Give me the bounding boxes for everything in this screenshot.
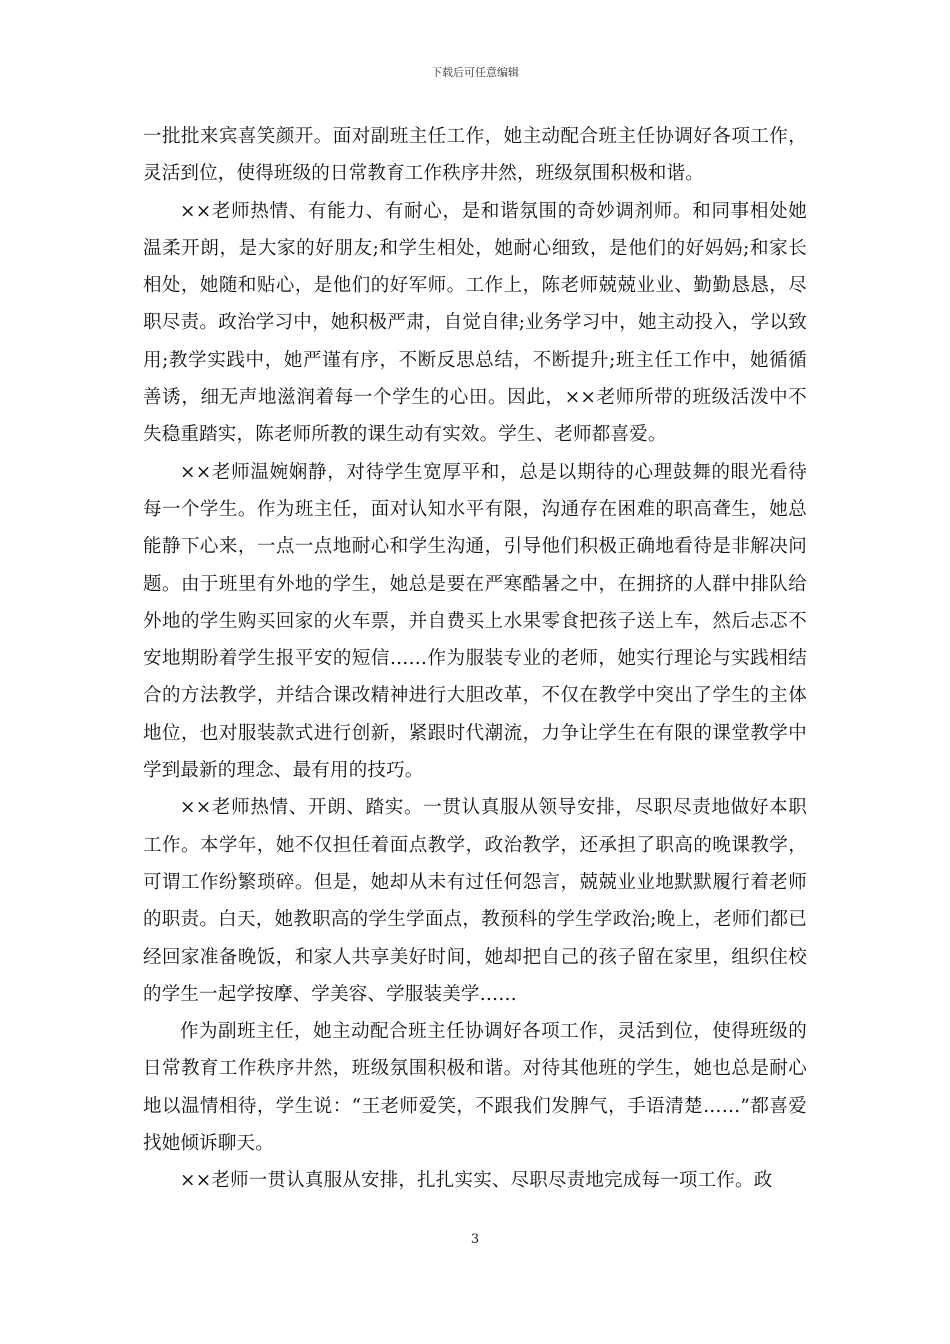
paragraph: 作为副班主任，她主动配合班主任协调好各项工作，灵活到位，使得班级的日常教育工作秩序井然，班级氛围积极和谐。对待其他班的学生，她也总是耐心地以温情相待，学生说：“王老师爱笑，不跟我们发脾气，手语清楚……”都喜爱找她倾诉聊天。 — [143, 1021, 807, 1155]
page-number: 3 — [470, 1232, 480, 1247]
paragraph: ××老师温婉娴静，对待学生宽厚平和，总是以期待的心理鼓舞的眼光看待每一个学生。作为班主任，面对认知水平有限，沟通存在困难的职高聋生，她总能静下心来，一点一点地耐心和学生沟通，引导他们积极正确地看待是非解决问题。由于班里有外地的学生，她总是要在严寒酷暑之中，在拥挤的人群中排队给外地的学生购买回家的火车票，并自费买上水果零食把孩子送上车，然后忐忑不安地期盼着学生报平安的短信……作为服装专业的老师，她实行理论与实践相结合的方法教学，并结合课改精神进行大胆改革，不仅在教学中突出了学生的主体地位，也对服装款式进行创新，紧跟时代潮流，力争让学生在有限的课堂教学中学到最新的理念、最有用的技巧。 — [143, 461, 807, 782]
paragraph: ××老师热情、开朗、踏实。一贯认真服从领导安排，尽职尽责地做好本职工作。本学年，她不仅担任着面点教学，政治教学，还承担了职高的晚课教学，可谓工作纷繁琐碎。但是，她却从未有过任何怨言，兢兢业业地默默履行着老师的职责。白天，她教职高的学生学面点，教预科的学生学政治;晚上，老师们都已经回家准备晚饭，和家人共享美好时间，她却把自己的孩子留在家里，组织住校的学生一起学按摩、学美容、学服装美学…… — [143, 797, 807, 1005]
paragraph: 一批批来宾喜笑颜开。面对副班主任工作，她主动配合班主任协调好各项工作，灵活到位，使得班级的日常教育工作秩序井然，班级氛围积极和谐。 — [143, 126, 807, 185]
page-header: 下载后可任意编辑 — [431, 66, 519, 79]
paragraph: ××老师一贯认真服从安排，扎扎实实、尽职尽责地完成每一项工作。政 — [180, 1170, 773, 1192]
document-body — [143, 118, 807, 1200]
paragraph: ××老师热情、有能力、有耐心，是和谐氛围的奇妙调剂师。和同事相处她温柔开朗，是大家的好朋友;和学生相处，她耐心细致，是他们的好妈妈;和家长相处，她随和贴心，是他们的好军师。工作上，陈老师兢兢业业、勤勤恳恳，尽职尽责。政治学习中，她积极严肃，自觉自律;业务学习中，她主动投入，学以致用;教学实践中，她严谨有序，不断反思总结，不断提升;班主任工作中，她循循善诱，细无声地滋润着每一个学生的心田。因此，××老师所带的班级活泼中不失稳重踏实，陈老师所教的课生动有实效。学生、老师都喜爱。 — [143, 200, 807, 446]
